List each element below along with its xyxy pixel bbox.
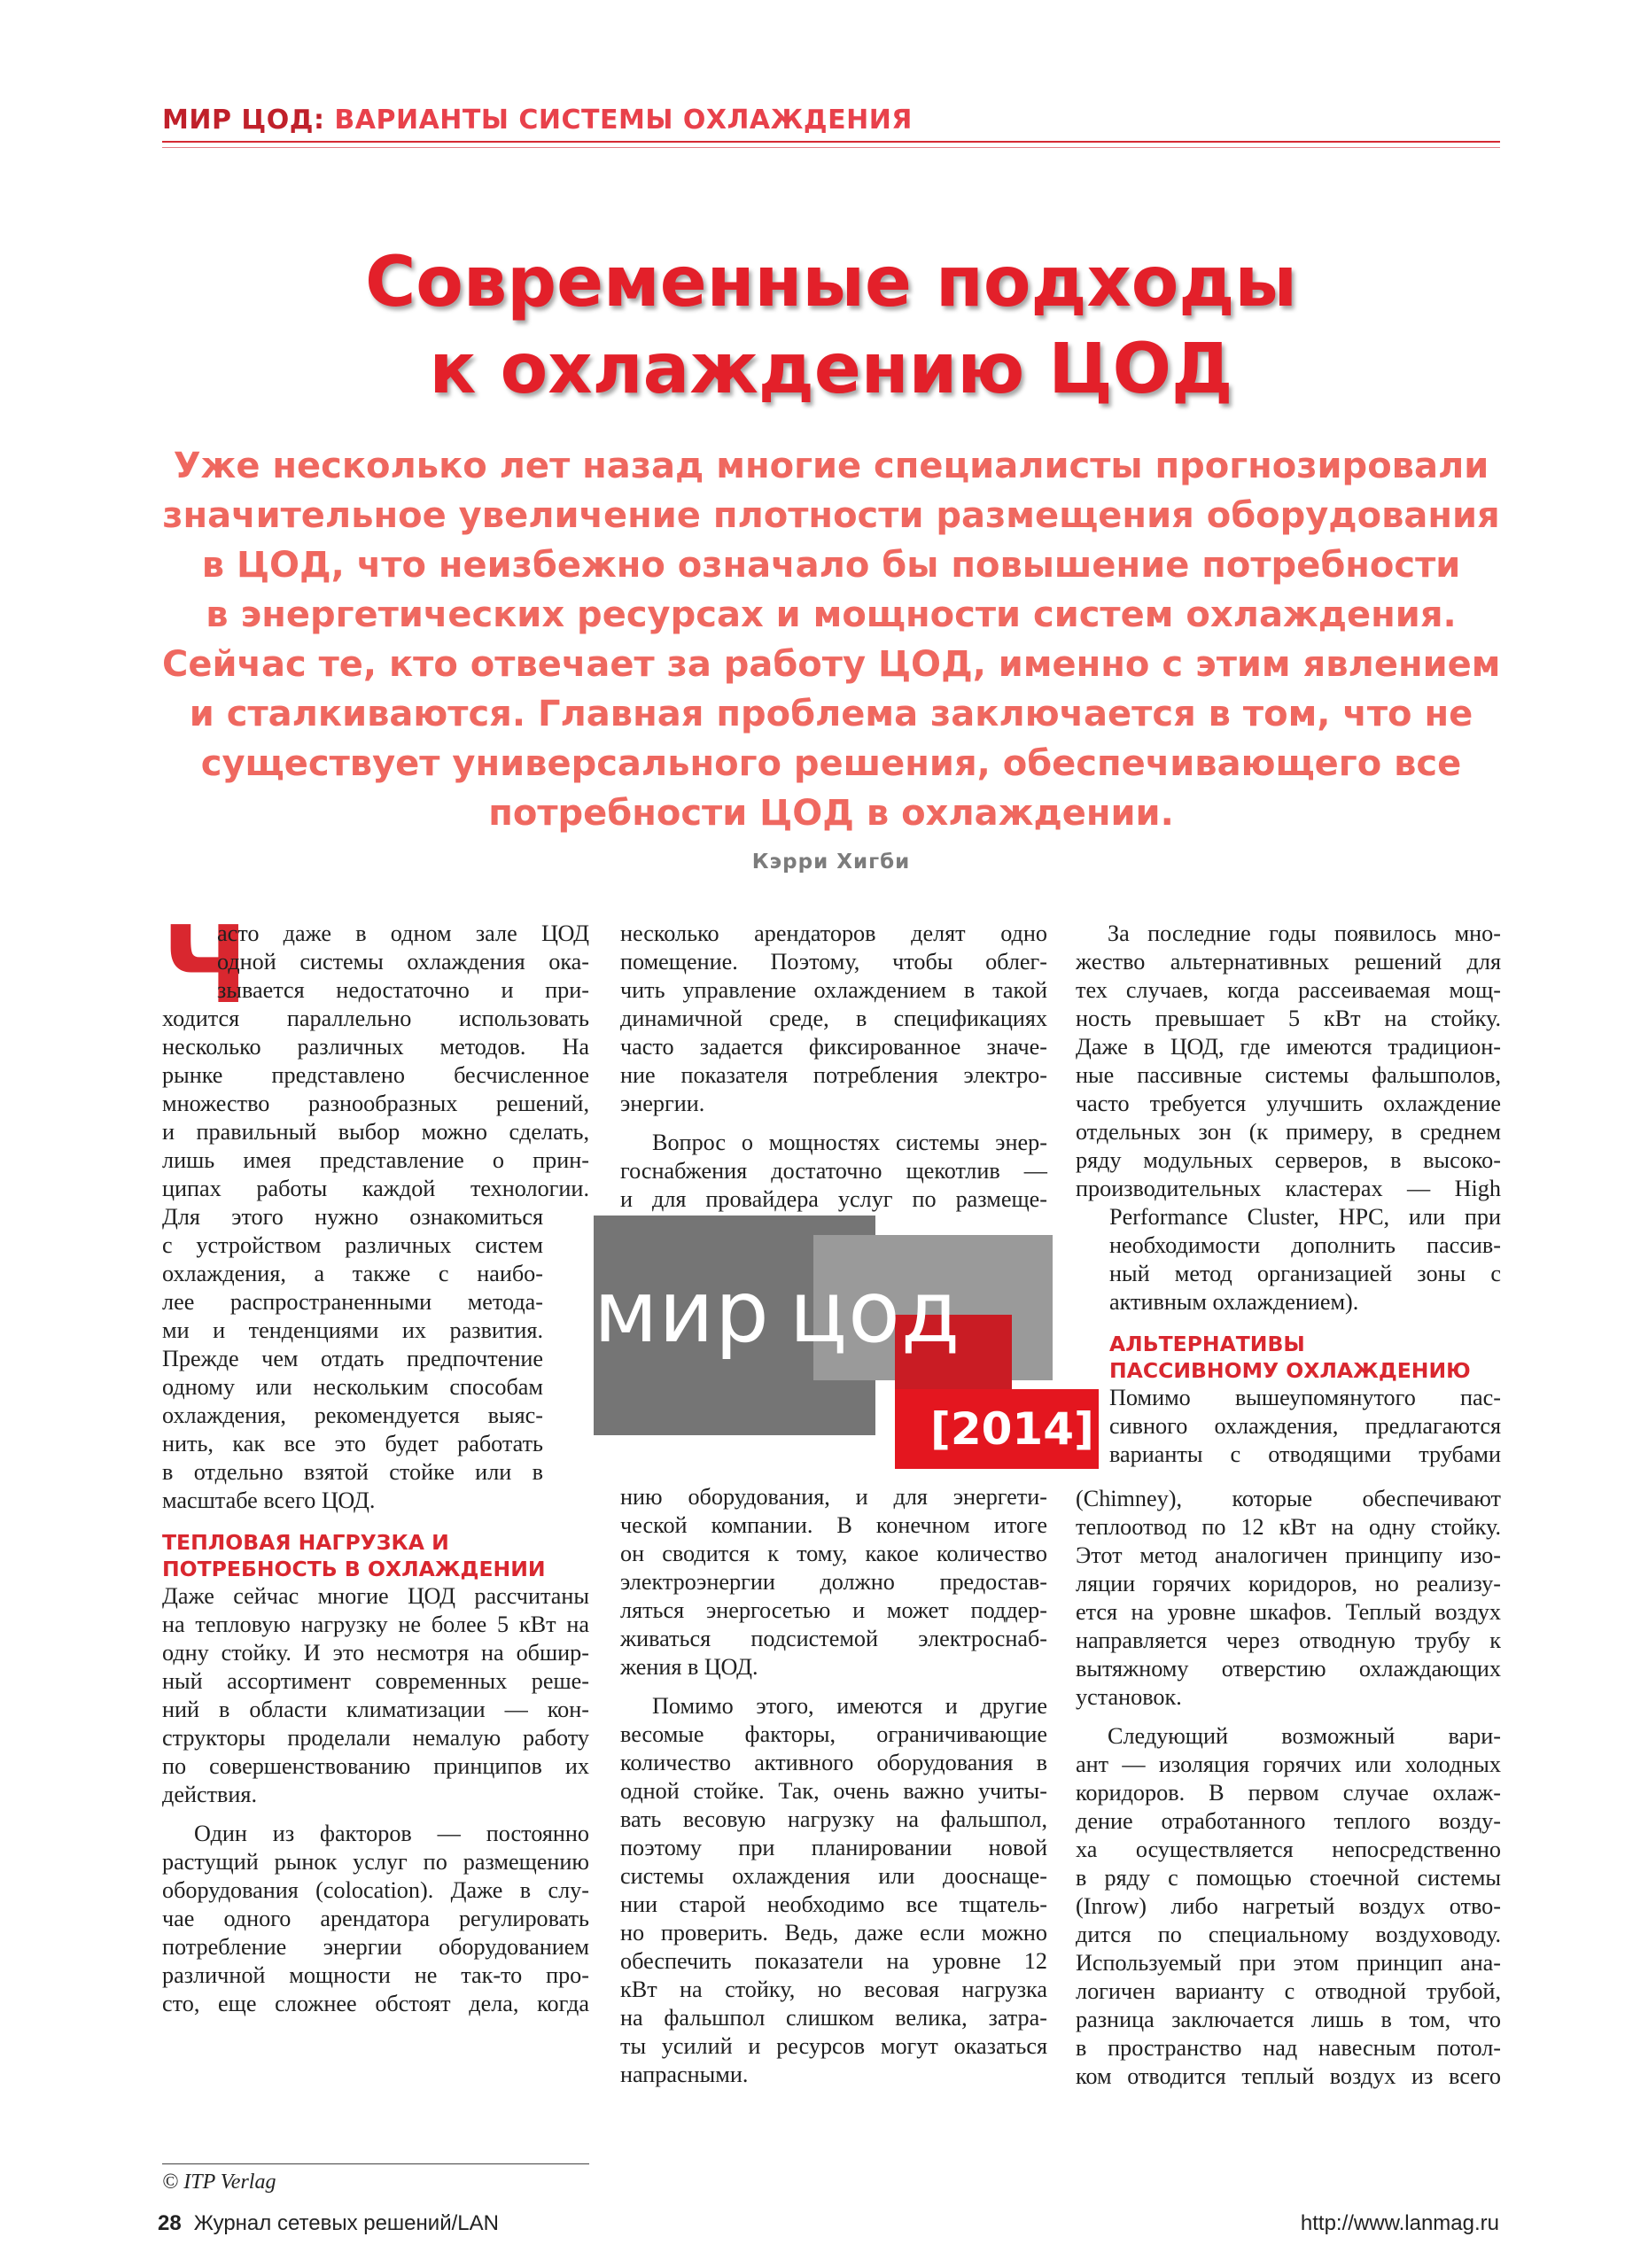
column-1-mid: Для этого нужно ознакомиться с устройством различных систем охлаждения, а также с наибо- лее распространенными метода- ми и тенденциями их развития. Прежде чем отдать предпочтение одному или нескольким способам охлаждения, рекомендуется выяс- нить, как все это будет работать в отдельно взятой стойке или в масштабе всего ЦОД. — [162, 1204, 543, 1513]
footer-url[interactable]: http://www.lanmag.ru — [1300, 2211, 1499, 2235]
journal-name: Журнал сетевых решений/LAN — [193, 2211, 499, 2235]
column-2-top: несколько арендаторов делят одно помещение. Поэтому, чтобы облег- чить управление охлаждением в такой динамичной среде, в спецификациях часто задается фиксированное значе- ние показателя потребления электро- энергии. Вопрос о мощностях системы энер- госнабжения достаточно щекотлив — и для провайдера услуг по размеще- — [620, 920, 1047, 1212]
subheading: ПОТРЕБНОСТЬ В ОХЛАЖДЕНИИ — [162, 1557, 546, 1581]
section-title: МИР ЦОД: ВАРИАНТЫ СИСТЕМЫ ОХЛАЖДЕНИЯ — [162, 105, 913, 136]
column-2-bottom: нию оборудования, и для энергети- ческой компании. В конечном итоге он сводится к тому, какое количество электроэнергии должно предостав- ляться энергосетью и может поддер- живаться подсистемой электроснаб- жения в ЦОД. Помимо этого, имеются и другие весомые факторы, ограничивающие количество активного оборудования в одной стойке. Так, очень важно учиты- вать весовую нагрузку на фальшпол, поэтому при планировании новой системы охлаждения или дооснаще- нии старой необходимо все тщатель- но проверить. Ведь, даже если можно обеспечить показатели на уровне 12 кВт на стойку, но весовая нагрузка на фальшпол слишком велика, затра- ты усилий и ресурсов могут оказаться напрасными. — [620, 1484, 1047, 2087]
header-rule — [162, 141, 1500, 143]
copyright-rule — [162, 2163, 589, 2164]
article-title: Современные подходы к охлаждению ЦОД — [365, 243, 1297, 409]
subheading: АЛЬТЕРНАТИВЫ — [1109, 1332, 1305, 1356]
column-3-bottom: (Chimney), которые обеспечивают теплоотвод по 12 кВт на одну стойку. Этот метод аналогичен принципу изо- ляции горячих коридоров, но реализу- ется на уровне шкафов. Теплый воздух направляется через отводную трубу к вытяжному отверстию охлаждающих установок. Следующий возможный вари- ант — изоляция горячих или холодных коридоров. В первом случае охлаж- дение отработанного теплого возду- ха осуществляется непосредственно в ряду с помощью стоечной системы (Inrow) либо нагретый воздух отво- дится по специальному воздуховоду. Используемый при этом принцип ана- логичен варианту с отводной трубой, разница заключается лишь в том, что в пространство над навесным потол- ком отводится теплый воздух из всего — [1076, 1486, 1501, 2089]
page-number: 28 — [158, 2211, 182, 2235]
mir-cod-logo — [567, 1216, 1099, 1469]
copyright: © ITP Verlag — [162, 2171, 276, 2194]
header-rule-thin — [162, 147, 1500, 148]
section-header — [162, 105, 1500, 148]
logo-wordmark: мир цод — [594, 1262, 961, 1362]
column-1-top-rest: ходится параллельно использовать несколько различных методов. На рынке представлено бесчисленное множество разнообразных решений, и правильный выбор можно сделать, лишь имея представление о прин- ципах работы каждой технологии. — [162, 1006, 589, 1201]
column-1-bottom: ТЕПЛОВАЯ НАГРУЗКА И ПОТРЕБНОСТЬ В ОХЛАЖДЕНИИ Даже сейчас многие ЦОД рассчитаны на тепловую нагрузку не более 5 кВт на одну стойку. И это несмотря на обшир- ный ассортимент современных реше- ний в области климатизации — кон- структоры проделали немалую работу по совершенствованию принципов их действия. Один из факторов — постоянно растущий рынок услуг по размещению оборудования (colocation). Даже в слу- чае одного арендатора регулировать потребление энергии оборудованием различной мощности не так-то про- сто, еще сложнее обстоят дела, когда — [162, 1530, 589, 2016]
article-lead: Уже несколько лет назад многие специалисты прогнозировали значительное увеличение плотности размещения оборудования в ЦОД, что неизбежно означало бы повышение потребности в энергетических ресурсах и мощности систем охлаждения. Сейчас те, кто отвечает за работу ЦОД, именно с этим явлением и сталкиваются. Главная проблема заключается в том, что не существует универсального решения, обеспечивающего все потребности ЦОД в охлаждении. — [162, 446, 1501, 834]
logo-year: [2014] — [930, 1403, 1094, 1455]
footer-left — [158, 2211, 499, 2236]
subheading: ТЕПЛОВАЯ НАГРУЗКА И — [162, 1530, 449, 1555]
column-3-wrap: Performance Cluster, HPC, или при необходимости дополнить пассив- ный метод организацией зоны с активным охлаждением). АЛЬТЕРНАТИВЫ ПАССИВНОМУ ОХЛАЖДЕНИЮ Помимо вышеупомянутого пас- сивного охлаждения, предлагаются варианты с отводящими трубами — [1109, 1204, 1501, 1467]
drop-cap: Ч — [162, 905, 248, 1028]
column-3-top: За последние годы появилось мно- жество альтернативных решений для тех случаев, когда рассеиваемая мощ- ность превышает 5 кВт на стойку. Даже в ЦОД, где имеются традицион- ные пассивные системы фальшполов, часто требуется улучшить охлаждение отдельных зон (к примеру, в среднем ряду модульных серверов, в высоко- производительных кластерах — High — [1076, 920, 1501, 1201]
article-author: Кэрри Хигби — [751, 850, 911, 874]
subheading: ПАССИВНОМУ ОХЛАЖДЕНИЮ — [1109, 1358, 1471, 1383]
column-1-top: асто даже в одном зале ЦОД одной системы охлаждения ока- зывается недостаточно и при- — [217, 920, 589, 1003]
